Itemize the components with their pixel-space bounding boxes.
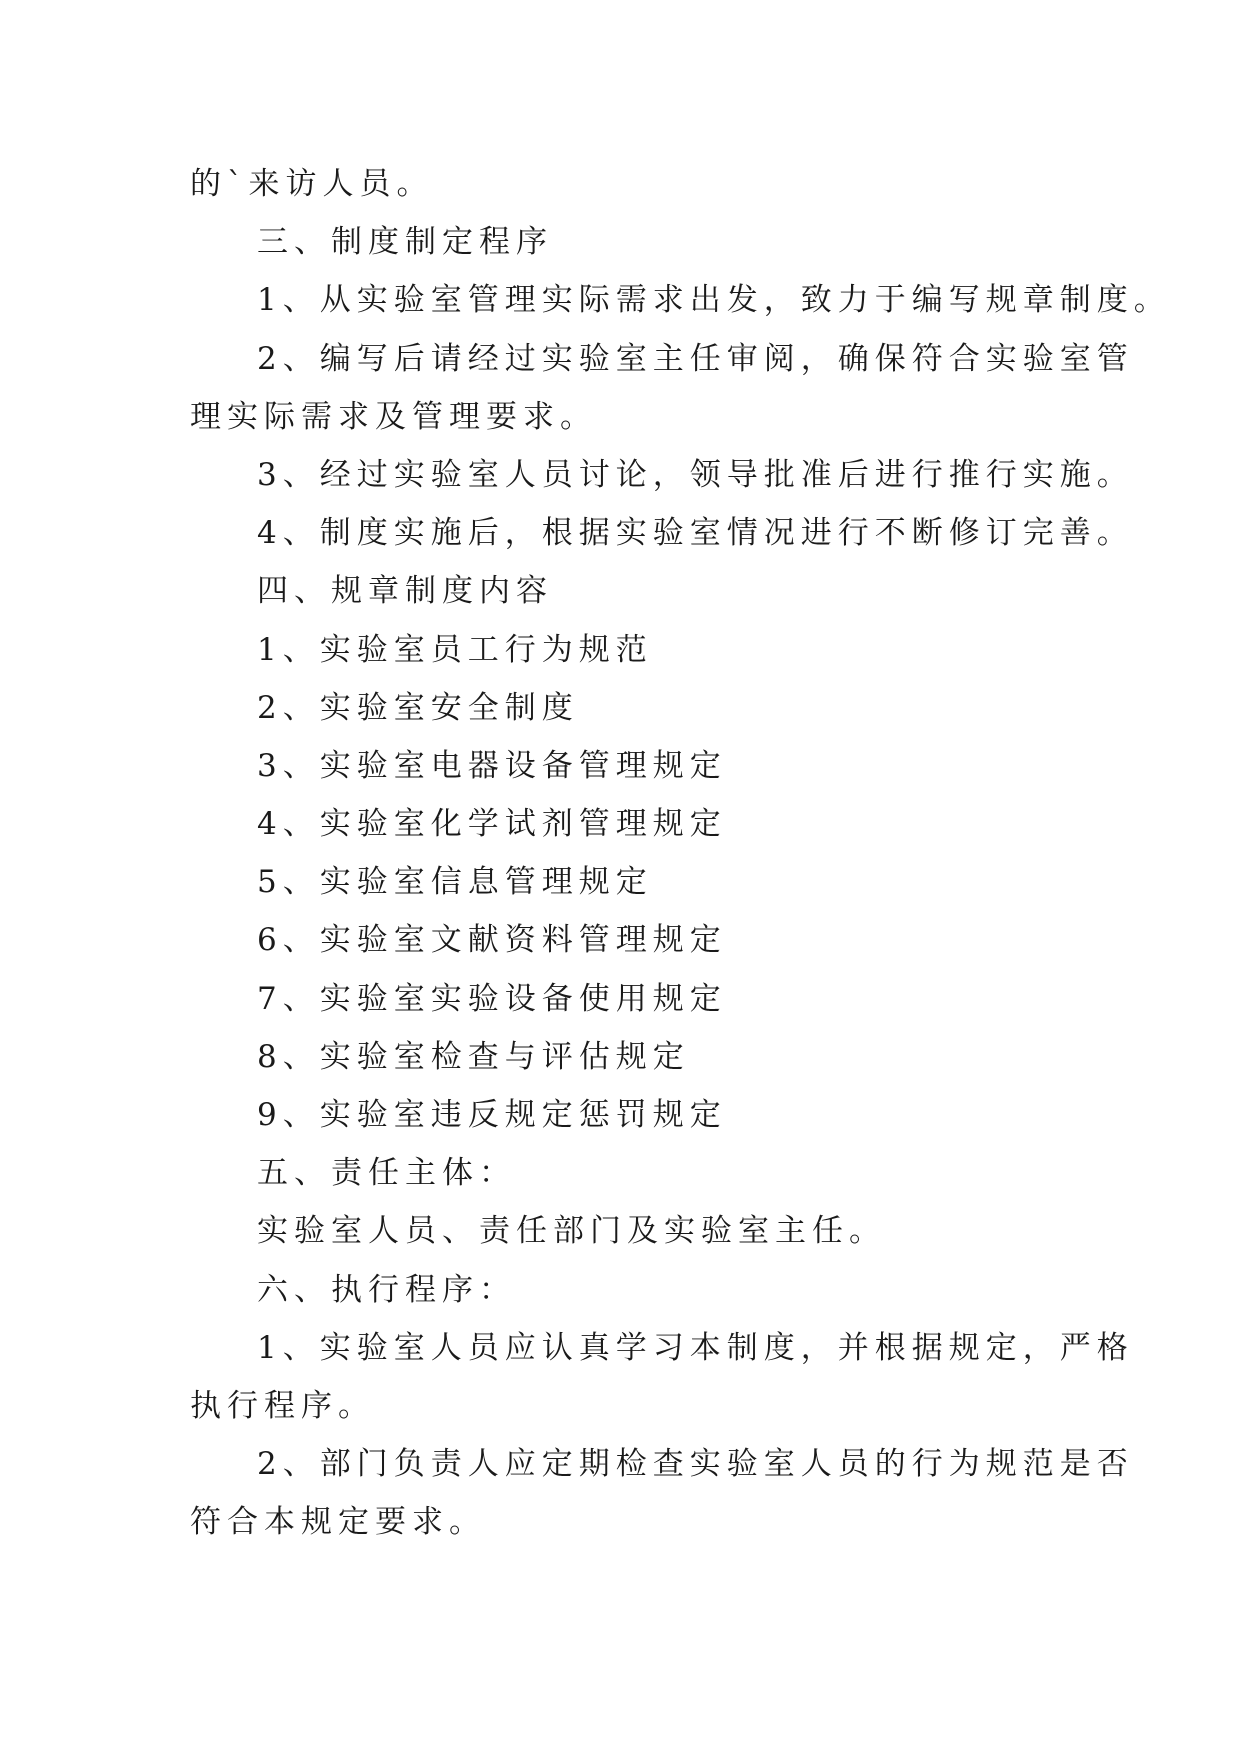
section-heading-6: 六、执行程序：: [257, 1271, 516, 1308]
execution-item-2: 2、部门负责人应定期检查实验室人员的行为规范是否: [257, 1446, 1134, 1483]
execution-item-1-cont: 执行程序。: [190, 1387, 375, 1424]
content-item-8: 8、实验室检查与评估规定: [257, 1038, 690, 1075]
procedure-item-2: 2、编写后请经过实验室主任审阅，确保符合实验室管: [257, 340, 1134, 377]
execution-item-1: 1、实验室人员应认真学习本制度，并根据规定，严格: [257, 1329, 1134, 1366]
section-heading-5: 五、责任主体：: [257, 1155, 516, 1192]
procedure-item-3: 3、经过实验室人员讨论，领导批准后进行推行实施。: [257, 456, 1134, 493]
content-item-9: 9、实验室违反规定惩罚规定: [257, 1097, 727, 1133]
text-line-visitors: 的`来访人员。: [190, 166, 434, 202]
content-item-3: 3、实验室电器设备管理规定: [257, 747, 727, 784]
execution-item-2-cont: 符合本规定要求。: [190, 1504, 486, 1541]
content-item-2: 2、实验室安全制度: [257, 689, 579, 726]
content-item-4: 4、实验室化学试剂管理规定: [257, 806, 727, 843]
section-heading-3: 三、制度制定程序: [257, 224, 553, 261]
section-heading-4: 四、规章制度内容: [257, 573, 553, 610]
procedure-item-1: 1、从实验室管理实际需求出发，致力于编写规章制度。: [257, 282, 1171, 319]
responsibility-text: 实验室人员、责任部门及实验室主任。: [257, 1213, 886, 1250]
document-page: [190, 155, 1171, 1552]
procedure-item-4: 4、制度实施后，根据实验室情况进行不断修订完善。: [257, 515, 1134, 552]
content-item-6: 6、实验室文献资料管理规定: [257, 922, 727, 959]
content-item-7: 7、实验室实验设备使用规定: [257, 980, 727, 1017]
procedure-item-2-cont: 理实际需求及管理要求。: [190, 398, 597, 435]
content-item-5: 5、实验室信息管理规定: [257, 864, 653, 901]
content-item-1: 1、实验室员工行为规范: [257, 631, 653, 668]
